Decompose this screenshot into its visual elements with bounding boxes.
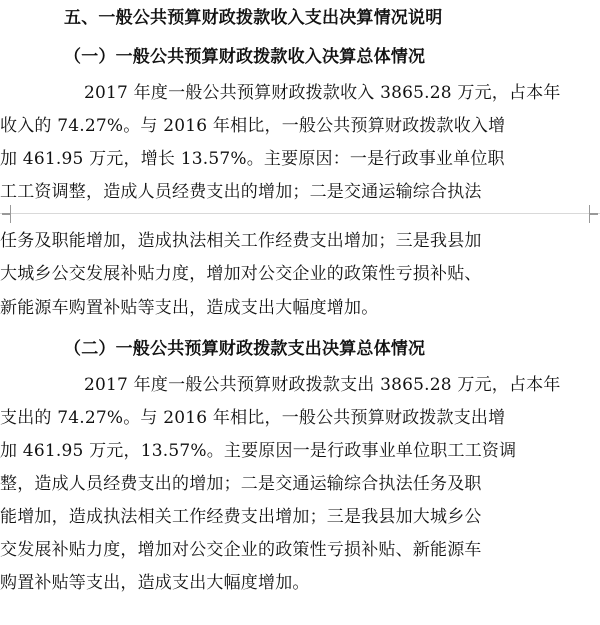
page-break-line <box>0 213 600 214</box>
part2-line-7: 购置补贴等支出，造成支出大幅度增加。 <box>0 573 310 593</box>
part1-line-4: 工工资调整，造成人员经费支出的增加；二是交通运输综合执法 <box>0 182 482 202</box>
part2-line-5: 能增加，造成执法相关工作经费支出增加；三是我县加大城乡公 <box>0 507 482 527</box>
part1-line-1: 2017 年度一般公共预算财政拨款收入 3865.28 万元，占本年 <box>84 83 561 103</box>
page-corner-mark <box>2 214 11 223</box>
part2-line-3: 加 461.95 万元，13.57%。主要原因一是行政事业单位职工工资调 <box>0 441 517 461</box>
part2-line-6: 交发展补贴力度，增加对公交企业的政策性亏损补贴、新能源车 <box>0 540 482 560</box>
part2-line-1: 2017 年度一般公共预算财政拨款支出 3865.28 万元，占本年 <box>84 375 561 395</box>
part1-heading: （一）一般公共预算财政拨款收入决算总体情况 <box>64 47 426 67</box>
part1-line-6: 大城乡公交发展补贴力度，增加对公交企业的政策性亏损补贴、 <box>0 264 482 284</box>
part1-line-5: 任务及职能增加，造成执法相关工作经费支出增加；三是我县加 <box>0 231 482 251</box>
page-corner-mark <box>2 205 11 214</box>
part1-line-2: 收入的 74.27%。与 2016 年相比，一般公共预算财政拨款收入增 <box>0 116 506 136</box>
part1-line-3: 加 461.95 万元，增长 13.57%。主要原因：一是行政事业单位职 <box>0 149 505 169</box>
part2-line-4: 整，造成人员经费支出的增加；二是交通运输综合执法任务及职 <box>0 474 482 494</box>
section-title: 五、一般公共预算财政拨款收入支出决算情况说明 <box>64 8 443 28</box>
page-corner-mark <box>589 214 598 223</box>
part1-line-7: 新能源车购置补贴等支出，造成支出大幅度增加。 <box>0 298 379 318</box>
part2-line-2: 支出的 74.27%。与 2016 年相比，一般公共预算财政拨款支出增 <box>0 408 506 428</box>
part2-heading: （二）一般公共预算财政拨款支出决算总体情况 <box>64 339 426 359</box>
page-corner-mark <box>589 205 598 214</box>
